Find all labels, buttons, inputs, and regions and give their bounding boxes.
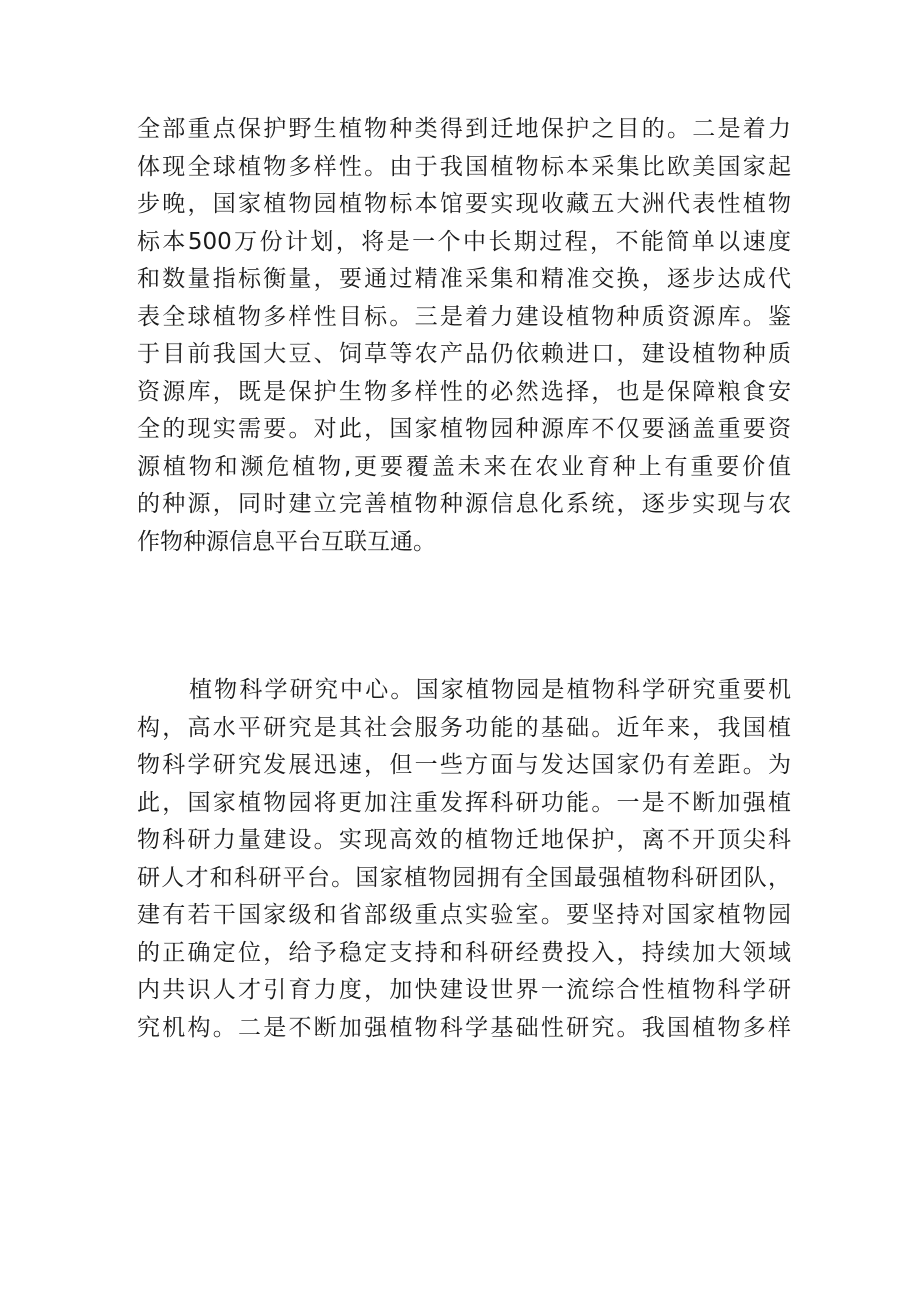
text-line: 作物种源信息平台互联互通。 <box>137 528 436 555</box>
text-line: 研人才和科研平台。国家植物园拥有全国最强植物科研团队， <box>137 864 791 891</box>
text-line: 构，高水平研究是其社会服务功能的基础。近年来，我国植 <box>137 714 791 741</box>
text-line: 标本500万份计划，将是一个中长期过程，不能简单以速度 <box>137 228 791 255</box>
text-line: 此，国家植物园将更加注重发挥科研功能。一是不断加强植 <box>137 789 791 816</box>
text-line: 内共识人才引育力度，加快建设世界一流综合性植物科学研 <box>137 977 791 1003</box>
text-line: 的种源，同时建立完善植物种源信息化系统，逐步实现与农 <box>137 491 791 517</box>
text-line: 物科学研究发展迅速，但一些方面与发达国家仍有差距。为 <box>137 752 791 778</box>
text-line: 步晚，国家植物园植物标本馆要实现收藏五大洲代表性植物 <box>137 191 791 217</box>
text-line: 植物科学研究中心。国家植物园是植物科学研究重要机 <box>189 677 791 703</box>
text-line: 究机构。二是不断加强植物科学基础性研究。我国植物多样 <box>137 1014 791 1041</box>
text-line: 资源库，既是保护生物多样性的必然选择，也是保障粮食安 <box>137 378 791 405</box>
text-line: 体现全球植物多样性。由于我国植物标本采集比欧美国家起 <box>137 153 791 180</box>
text-line: 的正确定位，给予稳定支持和科研经费投入，持续加大领域 <box>137 939 791 966</box>
paragraph-1 <box>137 111 791 561</box>
text-line: 物科研力量建设。实现高效的植物迁地保护，离不开顶尖科 <box>137 827 791 853</box>
text-line: 和数量指标衡量，要通过精准采集和精准交换，逐步达成代 <box>137 266 791 292</box>
text-line: 全的现实需要。对此，国家植物园种源库不仅要涵盖重要资 <box>137 416 791 442</box>
text-line: 源植物和濒危植物,更要覆盖未来在农业育种上有重要价值 <box>137 453 791 480</box>
text-line: 于目前我国大豆、饲草等农产品仍依赖进口，建设植物种质 <box>137 341 791 367</box>
text-line: 建有若干国家级和省部级重点实验室。要坚持对国家植物园 <box>137 902 791 928</box>
paragraph-2 <box>137 672 791 1047</box>
text-line: 表全球植物多样性目标。三是着力建设植物种质资源库。鉴 <box>137 303 791 330</box>
text-line: 全部重点保护野生植物种类得到迁地保护之目的。二是着力 <box>137 116 791 142</box>
